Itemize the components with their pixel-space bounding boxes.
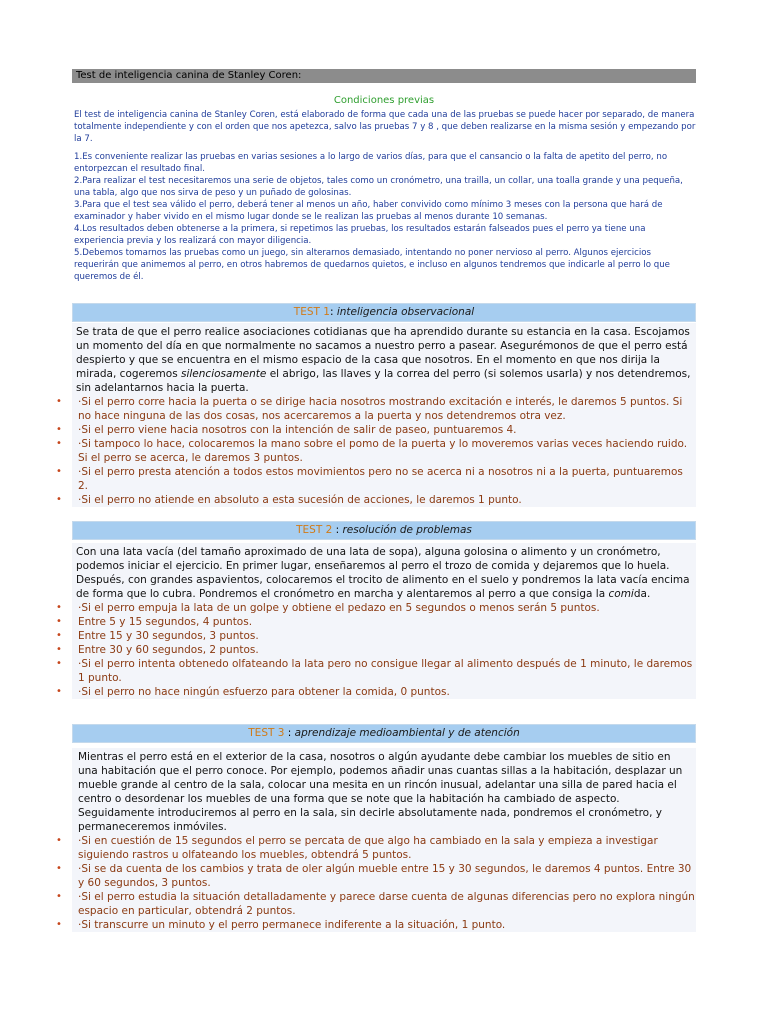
bullet-icon: • [56,919,62,930]
condition-item-4: 4.Los resultados deben obtenerse a la primera, si repetimos las pruebas, los resultados estarán falseados pues el perro ya tiene una experiencia previa y los realizará con mayor diligencia. [74,224,646,246]
condition-item-3: 3.Para que el test sea válido el perro, deberá tener al menos un año, haber convivido como mínimo 3 meses con la persona que hará de examinador y haber vivido en el mismo lugar donde se le realizan las pruebas al menos durante 10 semanas. [74,200,663,222]
scoring-text: ·Si el perro no atiende en absoluto a esta sucesión de acciones, le daremos 1 punto. [78,494,522,506]
test-1-name: inteligencia observacional [336,306,475,318]
scoring-text: ·Si el perro corre hacia la puerta o se dirige hacia nosotros mostrando excitación e interés, le daremos 5 puntos. Si no hace ninguna de las dos cosas, nos acercaremos a la puerta y nos detendremos otra vez. [78,396,683,422]
test-1-section [56,323,696,507]
bullet-icon: • [56,424,62,435]
test-2-scoring-item [56,601,696,615]
scoring-text: Entre 15 y 30 segundos, 3 puntos. [78,630,259,642]
test-2-desc-part-1: Con una lata vacía (del tamaño aproximado de una lata de sopa), alguna golosina o alimento y un cronómetro, podemos iniciar el ejercicio. En primer lugar, enseñaremos al perro el trozo de comida y dejaremos que lo huela. Después, con grandes aspavientos, colocaremos el trocito de alimento en el suelo y pondremos la lata vacía encima de forma que lo cubra. Pondremos el cronómetro en marcha y alentaremos al perro a que consiga la [76,546,690,600]
test-2-header [72,521,696,540]
test-2-scoring-item [56,685,696,699]
test-1-desc-part-1: Se trata de que el perro realice asociaciones cotidianas que ha aprendido durante su estancia en la casa. Escojamos un momento del día en que normalmente no sacamos a nuestro perro a pasear. Asegurémonos de que el perro está despierto y que se encuentra en el mismo espacio de la casa que nosotros. En el momento en que nos dirija la mirada, cogeremos [76,326,690,380]
test-3-scoring-item [56,918,696,932]
condition-item-2: 2.Para realizar el test necesitaremos una serie de objetos, tales como un cronómetro, una trailla, un collar, una toalla grande y una pequeña, una tabla, algo que nos sirva de peso y un puñado de golosinas. [74,176,683,198]
bullet-icon: • [56,466,62,477]
test-2-scoring-item [56,629,696,643]
scoring-text: ·Si el perro viene hacia nosotros con la intención de salir de paseo, puntuaremos 4. [78,424,517,436]
test-3-header [72,724,696,743]
bullet-icon: • [56,438,62,449]
test-1-scoring-item [56,423,696,437]
test-3-section [56,748,696,932]
test-2-scoring-item [56,643,696,657]
test-3-description [72,748,696,834]
scoring-text: Entre 30 y 60 segundos, 2 puntos. [78,644,259,656]
test-3-name: aprendizaje medioambiental y de atención [294,727,520,739]
conditions-intro [74,109,696,283]
document-title: Test de inteligencia canina de Stanley Coren: [76,70,302,81]
test-1-separator: : [329,306,337,318]
test-2-number: TEST 2 [296,524,333,536]
test-3-desc-part-1: Mientras el perro está en el exterior de la casa, nosotros o algún ayudante debe cambiar los muebles de sitio en una habitación que el perro conoce. Por ejemplo, podemos añadir unas cuantas sillas a la habitación, desplazar un mueble grande al centro de la sala, colocar una mesita en un rincón inusual, adelantar una silla de pared hacia el centro o desordenar los muebles de una forma que se note que la habitación ha cambiado de aspecto. Seguidamente introduciremos al perro en la sala, sin decirle absolutamente nada, pondremos el cronómetro, y permaneceremos inmóviles. [78,751,683,833]
scoring-text: ·Si transcurre un minuto y el perro permanece indiferente a la situación, 1 punto. [78,919,506,931]
test-1-scoring-item [56,437,696,465]
test-2-section [56,543,696,699]
test-2-scoring-list [56,601,696,699]
document-title-bar [72,69,696,83]
test-1-desc-part-2: silenciosamente [181,368,267,380]
test-1-scoring-item [56,493,696,507]
test-3-separator: : [284,727,295,739]
scoring-text: ·Si se da cuenta de los cambios y trata de oler algún mueble entre 15 y 30 segundos, le daremos 4 puntos. Entre 30 y 60 segundos, 3 puntos. [78,863,692,889]
bullet-icon: • [56,658,62,669]
condition-item-5: 5.Debemos tomarnos las pruebas como un juego, sin alterarnos demasiado, intentando no poner nervioso al perro. Algunos ejercicios requerirán que animemos al perro, en otros habremos de quedarnos quietos, e incluso en algunos tendremos que indicarle al perro lo que queremos de él. [74,248,670,282]
bullet-icon: • [56,396,62,407]
test-2-scoring-item [56,615,696,629]
bullet-icon: • [56,494,62,505]
test-3-scoring-item [56,862,696,890]
conditions-heading: Condiciones previas [333,95,435,106]
conditions-list [74,151,696,283]
test-2-description [72,543,696,601]
intro-paragraph: El test de inteligencia canina de Stanley Coren, está elaborado de forma que cada una de las pruebas se puede hacer por separado, de manera totalmente independiente y con el orden que nos apetezca, salvo las pruebas 7 y 8 , que deben realizarse en la misma sesión y empezando por la 7. [74,110,696,144]
test-2-separator: : [332,524,343,536]
scoring-text: Entre 5 y 15 segundos, 4 puntos. [78,616,253,628]
condition-item-1: 1.Es conveniente realizar las pruebas en varias sesiones a lo largo de varios días, para que el cansancio o la falta de apetito del perro, no entorpezcan el resultado final. [74,152,668,174]
bullet-icon: • [56,863,62,874]
test-3-scoring-list [56,834,696,932]
scoring-text: ·Si el perro no hace ningún esfuerzo para obtener la comida, 0 puntos. [78,686,450,698]
bullet-icon: • [56,602,62,613]
test-1-description [72,323,696,395]
scoring-text: ·Si el perro presta atención a todos estos movimientos pero no se acerca ni a nosotros ni a la puerta, puntuaremos 2. [78,466,683,492]
bullet-icon: • [56,835,62,846]
bullet-icon: • [56,891,62,902]
scoring-text: ·Si el perro intenta obtenedo olfateando la lata pero no consigue llegar al alimento después de 1 minuto, le daremos 1 punto. [78,658,693,684]
test-2-desc-part-2: comi [608,588,634,600]
test-1-number: TEST 1 [293,306,330,318]
scoring-text: ·Si el perro empuja la lata de un golpe y obtiene el pedazo en 5 segundos o menos serán 5 puntos. [78,602,600,614]
test-1-scoring-item [56,465,696,493]
test-3-scoring-item [56,834,696,862]
scoring-text: ·Si tampoco lo hace, colocaremos la mano sobre el pomo de la puerta y lo moveremos varias veces haciendo ruido. Si el perro se acerca, le daremos 3 puntos. [78,438,688,464]
test-2-name: resolución de problemas [342,524,472,536]
test-1-desc-part-3: el abrigo, las llaves y la correa del perro (si solemos usarla) y nos detendremos, sin adelantarnos hacia la puerta. [76,368,691,394]
bullet-icon: • [56,686,62,697]
test-1-scoring-item [56,395,696,423]
test-2-scoring-item [56,657,696,685]
test-1-scoring-list [56,395,696,507]
scoring-text: ·Si el perro estudia la situación detalladamente y parece darse cuenta de algunas diferencias pero no explora ningún espacio en particular, obtendrá 2 puntos. [78,891,695,917]
scoring-text: ·Si en cuestión de 15 segundos el perro se percata de que algo ha cambiado en la sala y empieza a investigar siguiendo rastros u olfateando los muebles, obtendrá 5 puntos. [78,835,658,861]
test-3-scoring-item [56,890,696,918]
test-2-desc-part-3: da. [633,588,651,600]
test-3-number: TEST 3 [248,727,285,739]
bullet-icon: • [56,630,62,641]
test-1-header [72,303,696,322]
bullet-icon: • [56,616,62,627]
bullet-icon: • [56,644,62,655]
